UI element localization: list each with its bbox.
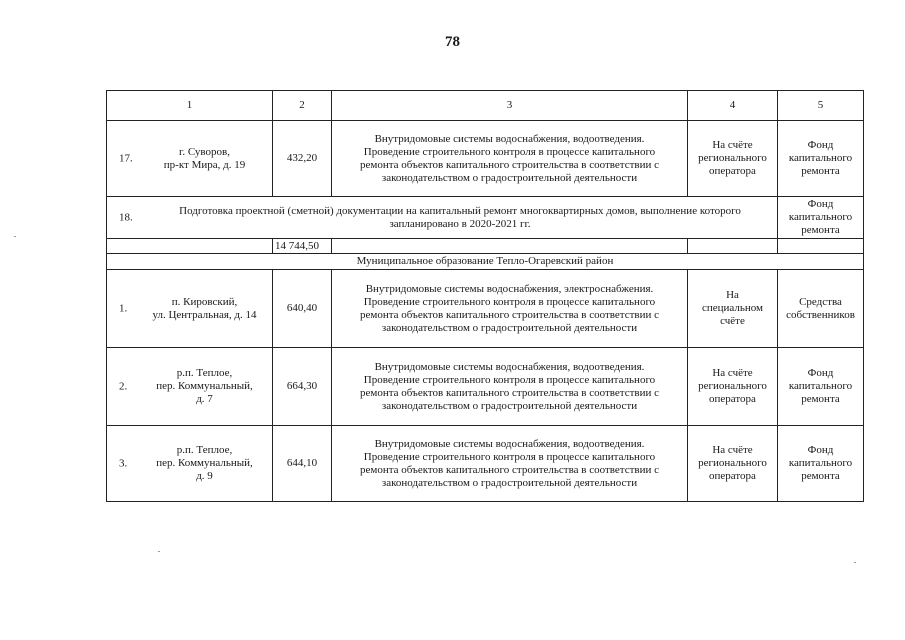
account-line: оператора	[709, 470, 756, 482]
work-line: Проведение строительного контроля в процессе капитального	[363, 295, 656, 308]
work-line: законодательством о градостроительной деятельности	[381, 476, 638, 489]
design-documentation-cell	[107, 197, 778, 239]
funding-source	[778, 348, 864, 426]
header-cell: 3	[332, 91, 688, 121]
address-cell	[107, 270, 273, 348]
work-line: ремонта объектов капитального строительства в соответствии с	[360, 158, 659, 171]
work-line: Проведение строительного контроля в процессе капитального	[363, 450, 656, 463]
work-line: законодательством о градостроительной деятельности	[381, 399, 638, 412]
work-line: законодательством о градостроительной деятельности	[381, 171, 638, 184]
address-line: пер. Коммунальный,	[156, 380, 253, 392]
text-line: запланировано в 2020-2021 гг.	[389, 217, 531, 230]
empty-cell	[332, 239, 688, 254]
header-cell: 2	[273, 91, 332, 121]
table-row	[107, 121, 864, 197]
address	[110, 444, 269, 483]
page-number: 78	[445, 34, 460, 50]
address-cell	[107, 121, 273, 197]
source-line: Фонд	[807, 444, 834, 456]
work-line: ремонта объектов капитального строительства в соответствии с	[360, 308, 659, 321]
account-line: оператора	[709, 165, 756, 177]
source-line: ремонта	[801, 393, 840, 405]
work-line: Внутридомовые системы водоснабжения, водоотведения.	[374, 437, 645, 450]
source-line: капитального	[788, 457, 853, 469]
area-cell: 664,30	[273, 348, 332, 426]
municipality-row	[107, 254, 864, 270]
area-cell: 432,20	[273, 121, 332, 197]
header-cell: 5	[778, 91, 864, 121]
source-line: Средства	[799, 295, 842, 308]
row-number: 1.	[119, 302, 128, 314]
table-row	[107, 348, 864, 426]
account-type	[688, 270, 778, 348]
work-line: Внутридомовые системы водоснабжения, водоотведения.	[374, 132, 645, 145]
account-line: счёте	[720, 315, 745, 327]
work-line: Проведение строительного контроля в процессе капитального	[363, 145, 656, 158]
funding-source	[778, 426, 864, 502]
source-line: ремонта	[801, 470, 840, 482]
address-line: ул. Центральная, д. 14	[152, 308, 257, 321]
row-number: 2.	[119, 380, 128, 392]
address-cell	[107, 426, 273, 502]
address-line: г. Суворов,	[179, 145, 230, 158]
design-documentation-text	[110, 205, 774, 231]
account-type	[688, 121, 778, 197]
address-line: п. Кировский,	[171, 295, 238, 308]
empty-cell	[688, 239, 778, 254]
address-cell	[107, 348, 273, 426]
account-line: На счёте	[712, 444, 753, 456]
scan-speck	[854, 562, 856, 563]
source-line: ремонта	[801, 224, 840, 236]
address-line: д. 7	[196, 393, 213, 405]
table-row	[107, 197, 864, 239]
scan-speck	[158, 551, 160, 552]
address	[110, 296, 269, 322]
account-line: На счёте	[712, 139, 753, 151]
work-line: Внутридомовые системы водоснабжения, электроснабжения.	[365, 282, 654, 295]
work-line: законодательством о градостроительной деятельности	[381, 321, 638, 334]
source-line: Фонд	[807, 139, 834, 151]
account-line: регионального	[698, 152, 767, 164]
work-description	[332, 121, 688, 197]
address-line: д. 9	[196, 470, 213, 482]
table-header-row	[107, 91, 864, 121]
area-cell: 644,10	[273, 426, 332, 502]
account-line: регионального	[698, 457, 767, 469]
work-line: ремонта объектов капитального строительства в соответствии с	[360, 386, 659, 399]
row-number: 3.	[119, 457, 128, 469]
empty-cell	[107, 239, 273, 254]
row-number: 18.	[119, 211, 133, 223]
account-line: На счёте	[712, 367, 753, 379]
source-line: капитального	[788, 380, 853, 392]
account-type	[688, 348, 778, 426]
source-line: Фонд	[807, 198, 834, 210]
row-number: 17.	[119, 152, 133, 164]
empty-cell	[778, 239, 864, 254]
funding-source	[778, 197, 864, 239]
address-line: р.п. Теплое,	[176, 444, 233, 456]
total-area: 14 744,50	[273, 239, 332, 254]
table-row	[107, 270, 864, 348]
work-line: Проведение строительного контроля в процессе капитального	[363, 373, 656, 386]
address-line: пер. Коммунальный,	[156, 457, 253, 469]
funding-source	[778, 121, 864, 197]
account-line: На	[726, 289, 739, 301]
header-cell: 4	[688, 91, 778, 121]
text-line: Подготовка проектной (сметной) документации на капитальный ремонт многоквартирных домов, выполнение которого	[179, 204, 741, 217]
table-row	[107, 426, 864, 502]
address-line: пр-кт Мира, д. 19	[163, 158, 246, 171]
work-description	[332, 270, 688, 348]
source-line: собственников	[786, 308, 855, 321]
total-row	[107, 239, 864, 254]
source-line: Фонд	[807, 367, 834, 379]
work-line: Внутридомовые системы водоснабжения, водоотведения.	[374, 360, 645, 373]
account-line: специальном	[701, 302, 764, 314]
work-description	[332, 426, 688, 502]
source-line: капитального	[788, 152, 853, 164]
source-line: ремонта	[801, 165, 840, 177]
repair-program-table	[106, 90, 864, 502]
funding-source	[778, 270, 864, 348]
source-line: капитального	[788, 211, 853, 223]
area-cell: 640,40	[273, 270, 332, 348]
header-cell: 1	[107, 91, 273, 121]
address	[110, 367, 269, 406]
work-description	[332, 348, 688, 426]
address	[110, 146, 269, 172]
municipality-heading: Муниципальное образование Тепло-Огаревский район	[107, 254, 864, 270]
account-type	[688, 426, 778, 502]
work-line: ремонта объектов капитального строительства в соответствии с	[360, 463, 659, 476]
account-line: регионального	[698, 380, 767, 392]
account-line: оператора	[709, 393, 756, 405]
scan-speck	[14, 236, 16, 237]
address-line: р.п. Теплое,	[176, 367, 233, 379]
